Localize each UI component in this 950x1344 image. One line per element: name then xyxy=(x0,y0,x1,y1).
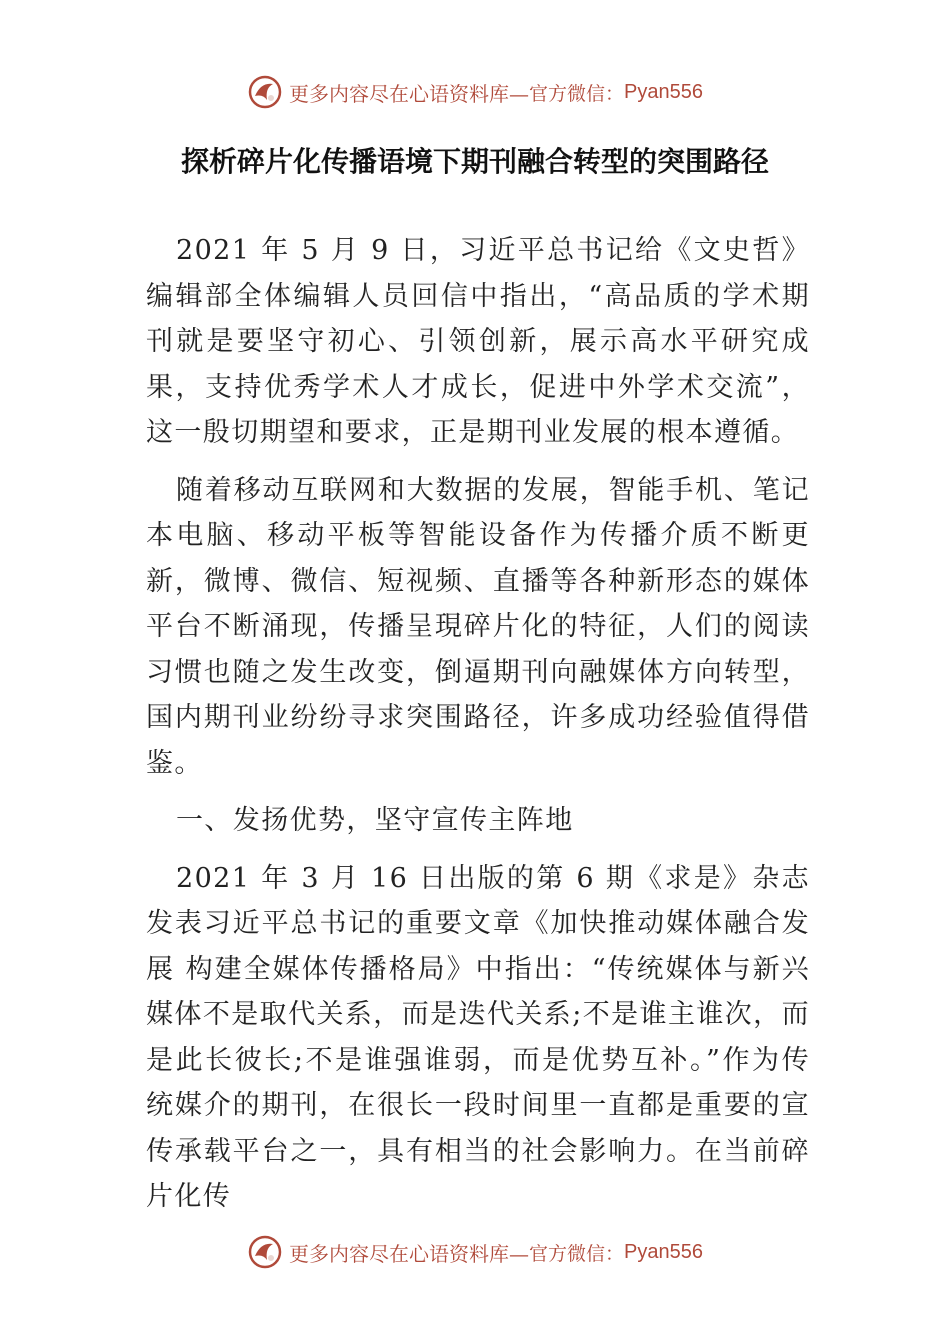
wechat-label: 官方微信： xyxy=(529,1242,625,1265)
footer-banner xyxy=(0,1230,950,1274)
article-body xyxy=(146,228,810,1232)
brand-logo-icon xyxy=(247,1234,283,1270)
document-title: 探析碎片化传播语境下期刊融合转型的突围路径 xyxy=(180,145,769,178)
paragraph: 2021 年 5 月 9 日，习近平总书记给《文史哲》编辑部全体编辑人员回信中指出，“高品质的学术期刊就是要坚守初心、引领创新，展示高水平研究成果，支持优秀学术人才成长，促进中外学术交流”，这一殷切期望和要求，正是期刊业发展的根本遵循。 xyxy=(146,235,810,448)
section-heading: 一、发扬优势，坚守宣传主阵地 xyxy=(176,805,574,836)
paragraph: 随着移动互联网和大数据的发展，智能手机、笔记本电脑、移动平板等智能设备作为传播介质不断更新，微博、微信、短视频、直播等各种新形态的媒体平台不断涌现，传播呈現碎片化的特征，人们的阅读习惯也随之发生改变，倒逼期刊向融媒体方向转型，国内期刊业纷纷寻求突围路径，许多成功经验值得借鉴。 xyxy=(146,474,810,779)
banner-text: 更多内容尽在心语资料库— xyxy=(289,81,529,106)
wechat-id: Pyan556 xyxy=(624,80,703,103)
wechat-label: 官方微信： xyxy=(529,82,625,105)
brand-logo-icon xyxy=(247,74,283,110)
header-banner xyxy=(0,70,950,114)
banner-text: 更多内容尽在心语资料库— xyxy=(289,1241,529,1266)
wechat-id: Pyan556 xyxy=(624,1240,703,1263)
paragraph: 2021 年 3 月 16 日出版的第 6 期《求是》杂志发表习近平总书记的重要文章《加快推动媒体融合发展 构建全媒体传播格局》中指出：“传统媒体与新兴媒体不是取代关系，而是迭代关系;不是谁主谁次，而是此长彼长;不是谁强谁弱，而是优势互补。”作为传统媒介的期刊，在很长一段时间里一直都是重要的宣传承载平台之一，具有相当的社会影响力。在当前碎片化传 xyxy=(146,862,810,1212)
